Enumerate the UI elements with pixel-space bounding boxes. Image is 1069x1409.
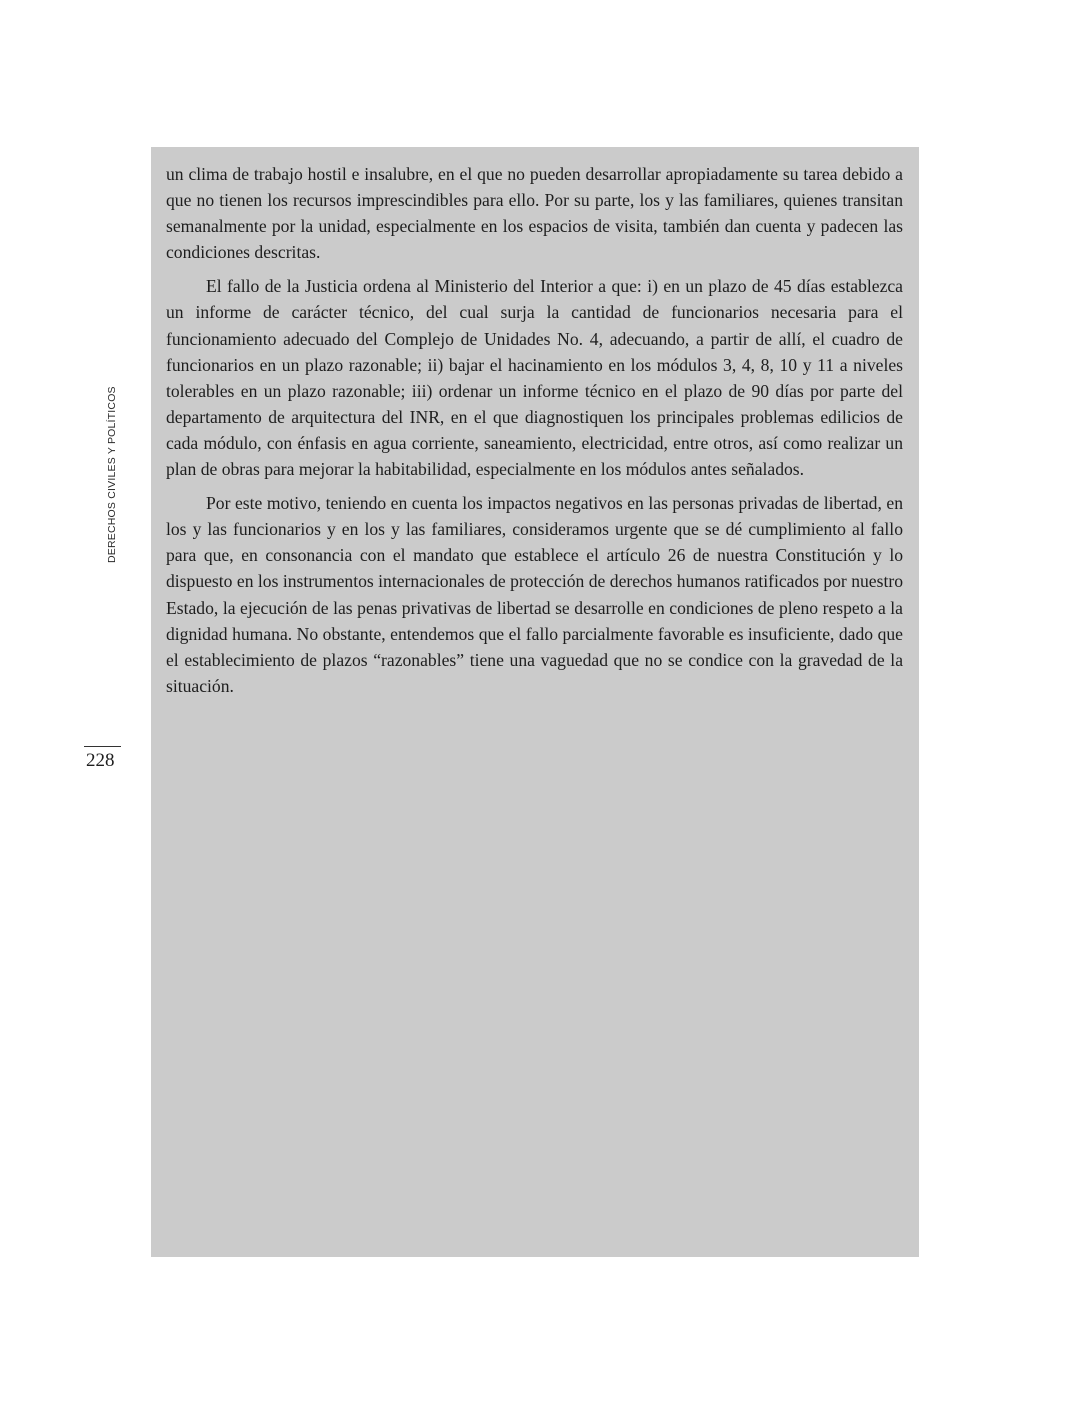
- page-number: 228: [86, 750, 115, 771]
- paragraph-2: El fallo de la Justicia ordena al Ministerio del Interior a que: i) en un plazo de 45 días establezca un informe de carácter técnico, del cual surja la cantidad de funcionarios necesaria para el funcionamiento adecuado del Complejo de Unidades No. 4, adecuando, a partir de allí, el cuadro de funcionarios en un plazo razonable; ii) bajar el hacinamiento en los módulos 3, 4, 8, 10 y 11 a niveles tolerables en un plazo razonable; iii) ordenar un informe técnico en el plazo de 90 días por parte del departamento de arquitectura del INR, en el que diagnostiquen los principales problemas edilicios de cada módulo, con énfasis en agua corriente, saneamiento, electricidad, entre otros, así como realizar un plan de obras para mejorar la habitabilidad, especialmente en los módulos antes señalados.: [166, 276, 903, 480]
- paragraph-3: Por este motivo, teniendo en cuenta los impactos negativos en las personas privadas de libertad, en los y las funcionarios y en los y las familiares, consideramos urgente que se dé cumplimiento al fallo para que, en consonancia con el mandato que establece el artículo 26 de nuestra Constitución y lo dispuesto en los instrumentos internacionales de protección de derechos humanos ratificados por nuestro Estado, la ejecución de las penas privativas de libertad se desarrolle en condiciones de pleno respeto a la dignidad humana. No obstante, entendemos que el fallo parcialmente favorable es insuficiente, dado que el establecimiento de plazos “razonables” tiene una vaguedad que no se condice con la gravedad de la situación.: [166, 493, 903, 696]
- page-number-rule: [84, 746, 121, 747]
- body-text: [166, 161, 903, 707]
- paragraph-1: un clima de trabajo hostil e insalubre, en el que no pueden desarrollar apropiadamente su tarea debido a que no tienen los recursos imprescindibles para ello. Por su parte, los y las familiares, quienes transitan semanalmente por la unidad, especialmente en los espacios de visita, también dan cuenta y padecen las condiciones descritas.: [166, 164, 903, 263]
- running-head: DERECHOS CIVILES Y POLÍTICOS: [106, 386, 118, 563]
